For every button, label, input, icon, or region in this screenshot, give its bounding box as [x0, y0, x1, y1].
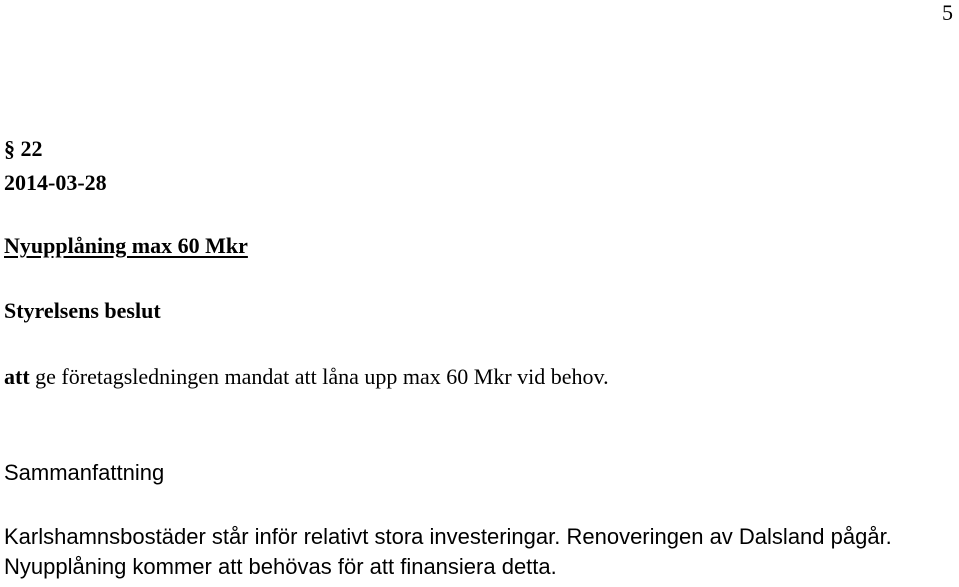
- decision-heading: Styrelsens beslut: [4, 298, 161, 323]
- page-number: 5: [942, 0, 953, 25]
- summary-paragraph: Karlshamnsbostäder står inför relativt stora investeringar. Renoveringen av Dalsland pågår. Nyupplåning kommer att behövas för att finansiera detta.: [4, 524, 892, 579]
- decision-lead: att: [4, 364, 30, 389]
- section-number: § 22: [4, 136, 43, 161]
- summary-heading: Sammanfattning: [4, 460, 165, 485]
- decision-paragraph: [4, 362, 609, 392]
- decision-text: ge företagsledningen mandat att låna upp max 60 Mkr vid behov.: [29, 364, 609, 389]
- meeting-date: 2014-03-28: [4, 170, 107, 195]
- item-heading: Nyupplåning max 60 Mkr: [4, 233, 248, 258]
